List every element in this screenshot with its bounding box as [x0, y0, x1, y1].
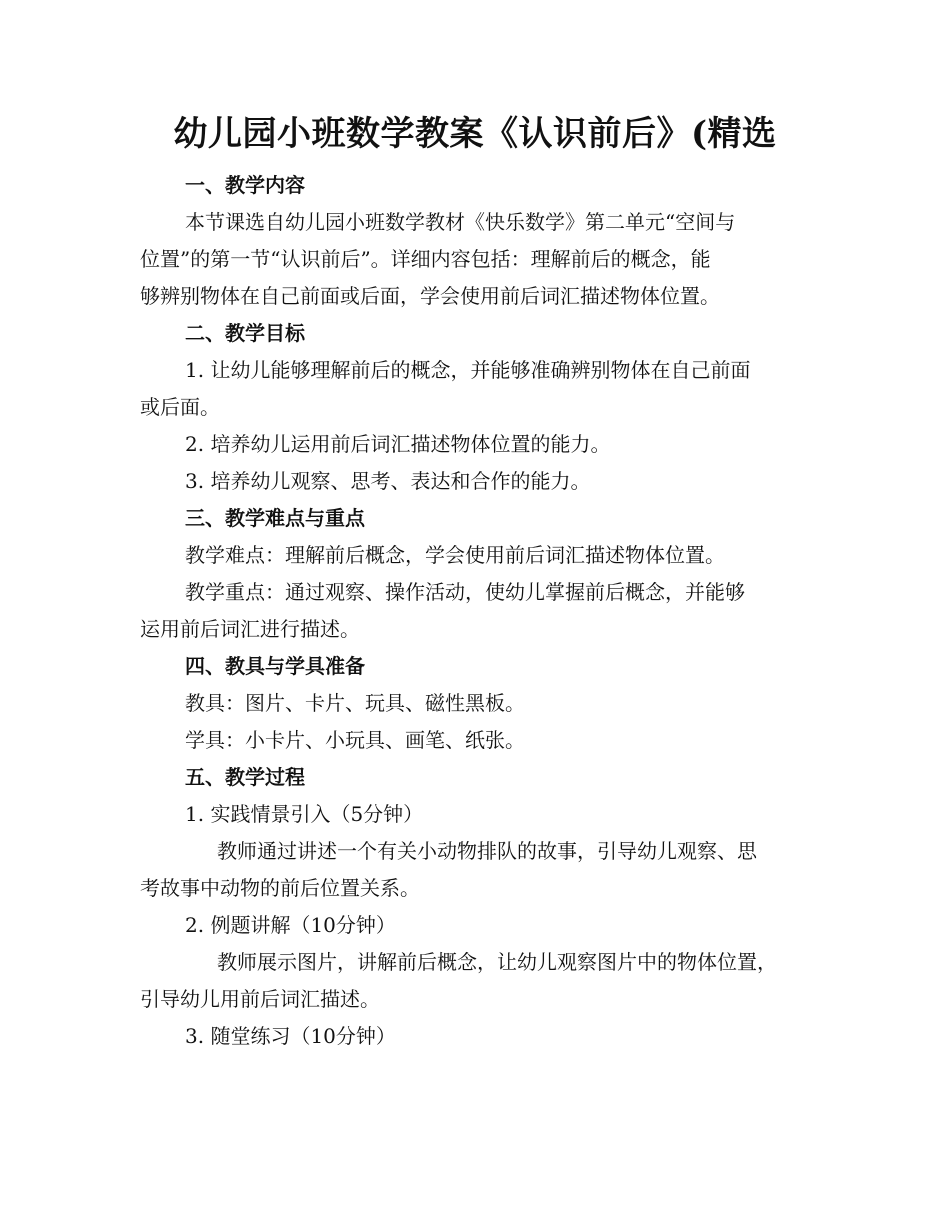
paragraph-line: 运用前后词汇进行描述。: [140, 617, 360, 641]
paragraph-line: 教学重点：通过观察、操作活动，使幼儿掌握前后概念，并能够: [185, 580, 745, 604]
section-heading-content: 一、教学内容: [185, 173, 305, 197]
paragraph-line: 学具：小卡片、小玩具、画笔、纸张。: [185, 728, 525, 752]
list-item-line: 3. 随堂练习（10分钟）: [185, 1024, 396, 1048]
paragraph-line: 位置”的第一节“认识前后”。详细内容包括：理解前后的概念，能: [140, 247, 711, 271]
section-heading-objectives: 二、教学目标: [185, 321, 305, 345]
paragraph-line: 够辨别物体在自己前面或后面，学会使用前后词汇描述物体位置。: [140, 284, 720, 308]
list-item-line: 2. 例题讲解（10分钟）: [185, 913, 396, 937]
paragraph-line: 教具：图片、卡片、玩具、磁性黑板。: [185, 691, 525, 715]
paragraph-line: 本节课选自幼儿园小班数学教材《快乐数学》第二单元“空间与: [185, 210, 736, 234]
paragraph-line: 引导幼儿用前后词汇描述。: [140, 987, 380, 1011]
list-item-line: 或后面。: [140, 395, 220, 419]
section-heading-materials: 四、教具与学具准备: [185, 654, 365, 678]
list-item-line: 1. 实践情景引入（5分钟）: [185, 802, 424, 826]
list-item-line: 2. 培养幼儿运用前后词汇描述物体位置的能力。: [185, 432, 611, 456]
section-heading-key-points: 三、教学难点与重点: [185, 506, 365, 530]
section-heading-process: 五、教学过程: [185, 765, 305, 789]
list-item-line: 1. 让幼儿能够理解前后的概念，并能够准确辨别物体在自己前面: [185, 358, 751, 382]
paragraph-line: 考故事中动物的前后位置关系。: [140, 876, 420, 900]
paragraph-line: 教师展示图片，讲解前后概念，让幼儿观察图片中的物体位置，: [217, 950, 777, 974]
list-item-line: 3. 培养幼儿观察、思考、表达和合作的能力。: [185, 469, 591, 493]
document-title: 幼儿园小班数学教案《认识前后》(精选: [173, 114, 777, 154]
paragraph-line: 教学难点：理解前后概念，学会使用前后词汇描述物体位置。: [185, 543, 725, 567]
paragraph-line: 教师通过讲述一个有关小动物排队的故事，引导幼儿观察、思: [217, 839, 757, 863]
